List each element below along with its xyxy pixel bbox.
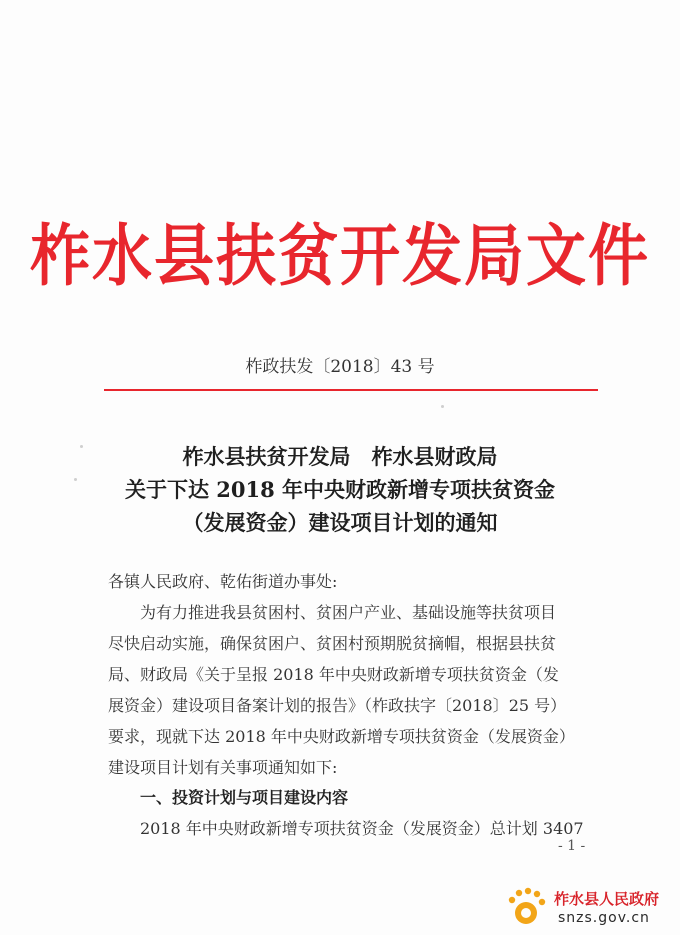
page-number: - 1 - [558,838,586,854]
paragraph-line: 为有力推进我县贫困村、贫困户产业、基础设施等扶贫项目 [140,603,557,622]
paragraph-line: 局、财政局《关于呈报 2018 年中央财政新增专项扶贫资金（发 [108,665,559,684]
watermark-site-name: 柞水县人民政府 [554,890,660,908]
paragraph-line: 建设项目计划有关事项通知如下: [108,758,338,777]
document-title-line-3: （发展资金）建设项目计划的通知 [182,510,498,535]
red-divider [104,389,598,391]
paragraph-line: 尽快启动实施，确保贫困户、贫困村预期脱贫摘帽，根据县扶贫 [108,634,557,653]
document-number: 柞政扶发〔2018〕43 号 [245,357,435,377]
site-watermark [498,880,680,935]
paragraph-line: 2018 年中央财政新增专项扶贫资金（发展资金）总计划 3407 [140,819,584,838]
watermark-url: snzs.gov.cn [558,910,650,926]
addressee: 各镇人民政府、乾佑街道办事处: [108,572,338,591]
gov-logo-icon [506,886,546,928]
section-heading: 一、投资计划与项目建设内容 [140,788,349,807]
document-title-line-2: 关于下达 2018 年中央财政新增专项扶贫资金 [124,477,556,502]
paragraph-line: 要求，现就下达 2018 年中央财政新增专项扶贫资金（发展资金） [108,727,575,746]
scan-speck [74,478,77,481]
issuer-header: 柞水县扶贫开发局文件 [30,217,650,296]
scan-speck [441,405,444,408]
scan-speck [80,445,83,448]
paragraph-line: 展资金）建设项目备案计划的报告》（柞政扶字〔2018〕25 号） [108,696,567,715]
document-title-line-1: 柞水县扶贫开发局 柞水县财政局 [182,444,498,469]
